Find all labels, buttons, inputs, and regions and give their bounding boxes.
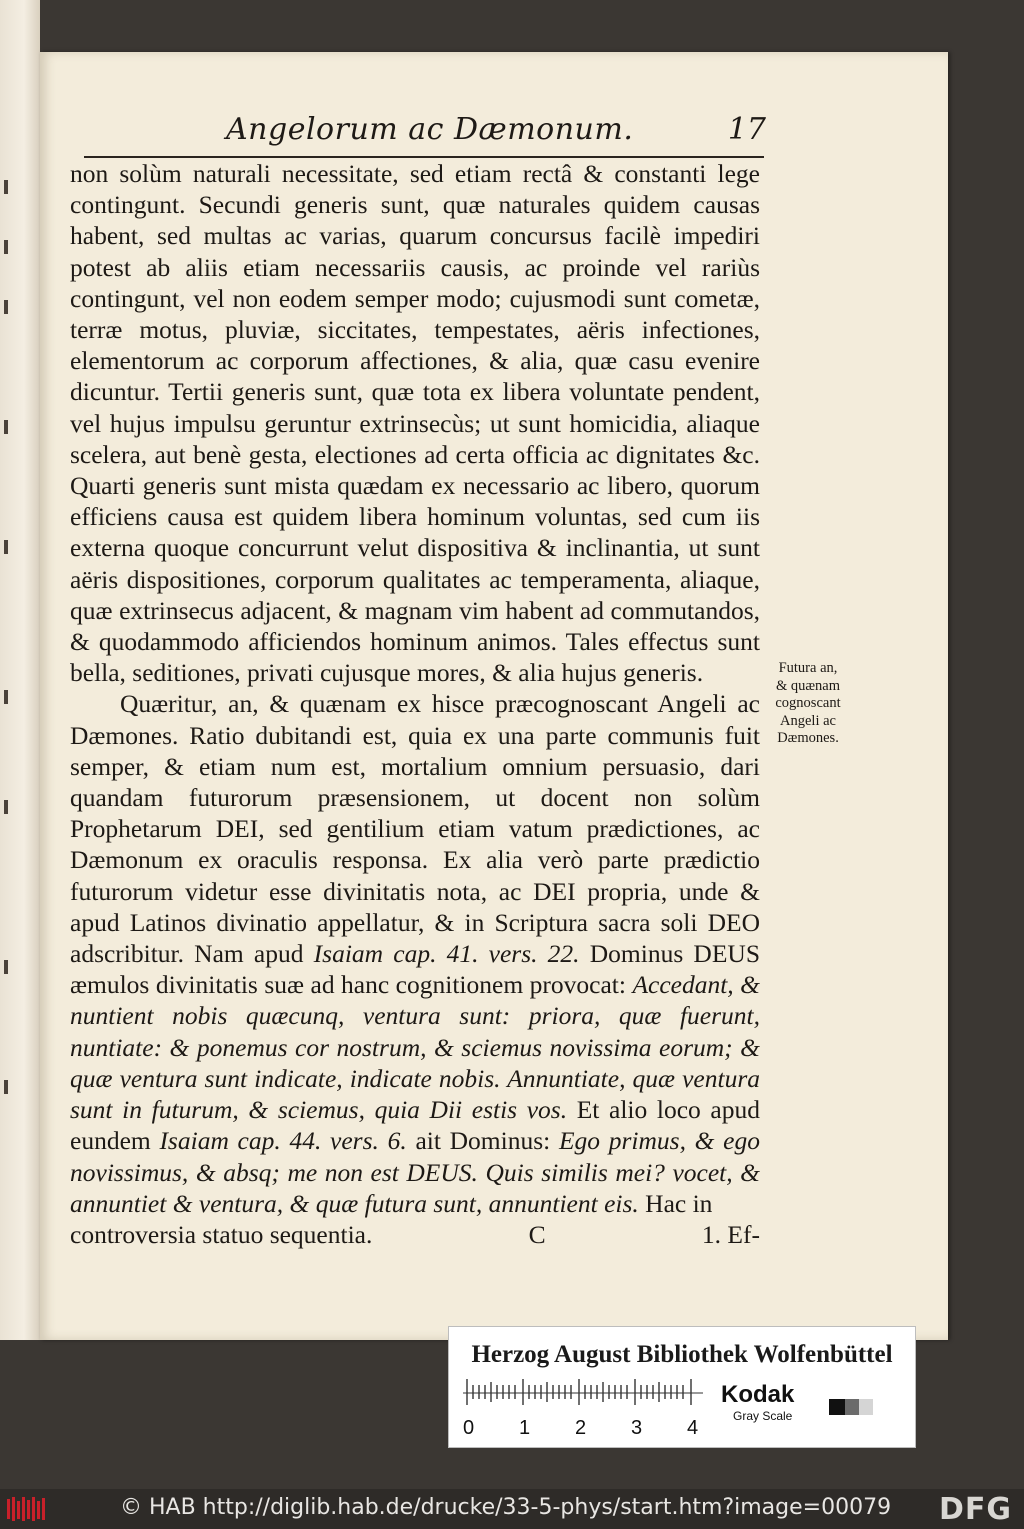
edge-mark (4, 420, 8, 434)
copyright-link[interactable]: © HAB http://diglib.hab.de/drucke/33-5-phys/start.htm?image=00079 (120, 1495, 892, 1520)
ruler-label: 1 (519, 1417, 531, 1439)
last-line (70, 1219, 760, 1250)
page-header (226, 112, 766, 152)
dfg-logo: DFG (938, 1492, 1012, 1527)
edge-mark (4, 300, 8, 314)
edge-mark (4, 540, 8, 554)
reference-isaiah-44: Isaiam cap. 44. vers. 6. (159, 1126, 407, 1156)
last-line-text: controversia statuo sequentia. (70, 1219, 373, 1249)
library-name: Herzog August Bibliothek Wolfenbüttel (471, 1341, 893, 1368)
edge-mark (4, 690, 8, 704)
reference-isaiah-41: Isaiam cap. 41. vers. 22. (313, 939, 580, 969)
paragraph-1: non solùm naturali necessitate, sed etiam rectâ & constanti lege contingunt. Secundi generis sunt, quæ naturales quidem causas habent, sed multas ac varias, quarum concursus facilè impediri potest ab aliis etiam necessariis causis, ac proinde vel rariùs contingunt, vel non eodem semper modo; cujusmodi sunt cometæ, terræ motus, pluviæ, siccitates, tempestates, aëris infectiones, elementorum ac corporum affectiones, & alia, quæ casu evenire dicuntur. Tertii generis sunt, quæ tota ex libera voluntate pendent, vel hujus impulsu geruntur extrinsecùs; ut sunt homicidia, aliaque scelera, aut benè gesta, electiones ad certa officia ac dignitates &c. Quarti generis sunt mista quædam ex necessario ac libero, quorum efficiens causa est quidem libera hominum voluntas, sed cum iis externa quoque concurrunt velut dispositiva & inclinantia, ut sunt aëris dispositiones, corporum qualitates ac temperamenta, aliaque, quæ extrinsecus adjacent, & magnam vim habent ad commutandos, & quodammodo afficiendos hominum animos. Tales effectus sunt bella, seditiones, privati cujusque mores, & alia hujus generis. (70, 159, 760, 688)
marginal-line: cognoscant (775, 695, 841, 711)
gray-scale-label: Gray Scale (733, 1409, 793, 1423)
ruler-label: 2 (575, 1417, 587, 1439)
ruler-label: 3 (631, 1417, 643, 1439)
running-title: Angelorum ac Dæmonum. (226, 112, 634, 147)
marginal-line: & quænam (775, 677, 841, 694)
paragraph-2 (70, 688, 760, 1218)
hab-logo-icon (6, 1495, 46, 1523)
ruler-label: 0 (463, 1417, 475, 1439)
gray-swatch (845, 1399, 859, 1415)
quotation-1: Accedant, & nuntient nobis quæcunq, ventura sunt: priora, quæ fuerunt, nuntiate: & ponemus cor nostrum, & sciemus novissima eorum; & quæ ventura sunt indicate, indicate nobis. Annuntiate, quæ ventura sunt in futurum, & sciemus, quia Dii estis vos. (70, 970, 761, 1125)
para2-text-a: Quæritur, an, & quænam ex hisce præcognoscant Angeli ac Dæmones. Ratio dubitandi est, quia ex una parte communis fuit semper, & etiam num est, mortalium omnium persuasio, dari quandam futurorum præsensionem, ut docent non solùm Prophetarum DEI, sed gentilium etiam vatum prædictiones, ac Dæmonum ex oraculis responsa. Ex alia verò parte prædictio futurorum videtur esse divinitatis nota, ac DEI propria, unde & apud Latinos divinatio appellatur, & in Scriptura sacra soli DEO adscribitur. Nam apud (70, 689, 760, 969)
para2-text-c: Et alio loco apud eundem (70, 1095, 760, 1156)
gray-swatch (829, 1399, 845, 1415)
ruler (463, 1379, 703, 1439)
ruler-label: 4 (687, 1417, 699, 1439)
para2-text-b: Dominus DEUS æmulos divinitatis suæ ad hanc cognitionem provocat: (70, 939, 760, 1000)
gray-swatch (859, 1399, 873, 1415)
marginal-note (758, 660, 858, 748)
marginal-line: Futura an, (778, 660, 838, 676)
signature-mark: C (528, 1219, 546, 1249)
edge-mark (4, 240, 8, 254)
catchword: 1. Ef- (701, 1219, 760, 1249)
marginal-line: Dæmones. (777, 730, 839, 746)
kodak-logo: Kodak (721, 1381, 795, 1408)
ruler-ticks (463, 1379, 703, 1407)
edge-mark (4, 960, 8, 974)
edge-mark (4, 1080, 8, 1094)
page-number: 17 (727, 112, 766, 147)
para2-text-e: Hac in (638, 1188, 713, 1218)
previous-page-edge (0, 0, 40, 1340)
footer-bar (0, 1489, 1024, 1529)
color-target-card (448, 1326, 916, 1448)
edge-mark (4, 800, 8, 814)
edge-mark (4, 180, 8, 194)
para2-text-d: ait Dominus: (406, 1126, 559, 1156)
body-text (70, 158, 760, 1250)
quotation-2: Ego primus, & ego novissimus, & absq; me non est DEUS. Quis similis mei? vocet, & annuntiet & ventura, & quæ futura sunt, annuntient eis. (70, 1126, 761, 1218)
marginal-line: Angeli ac (780, 712, 836, 729)
